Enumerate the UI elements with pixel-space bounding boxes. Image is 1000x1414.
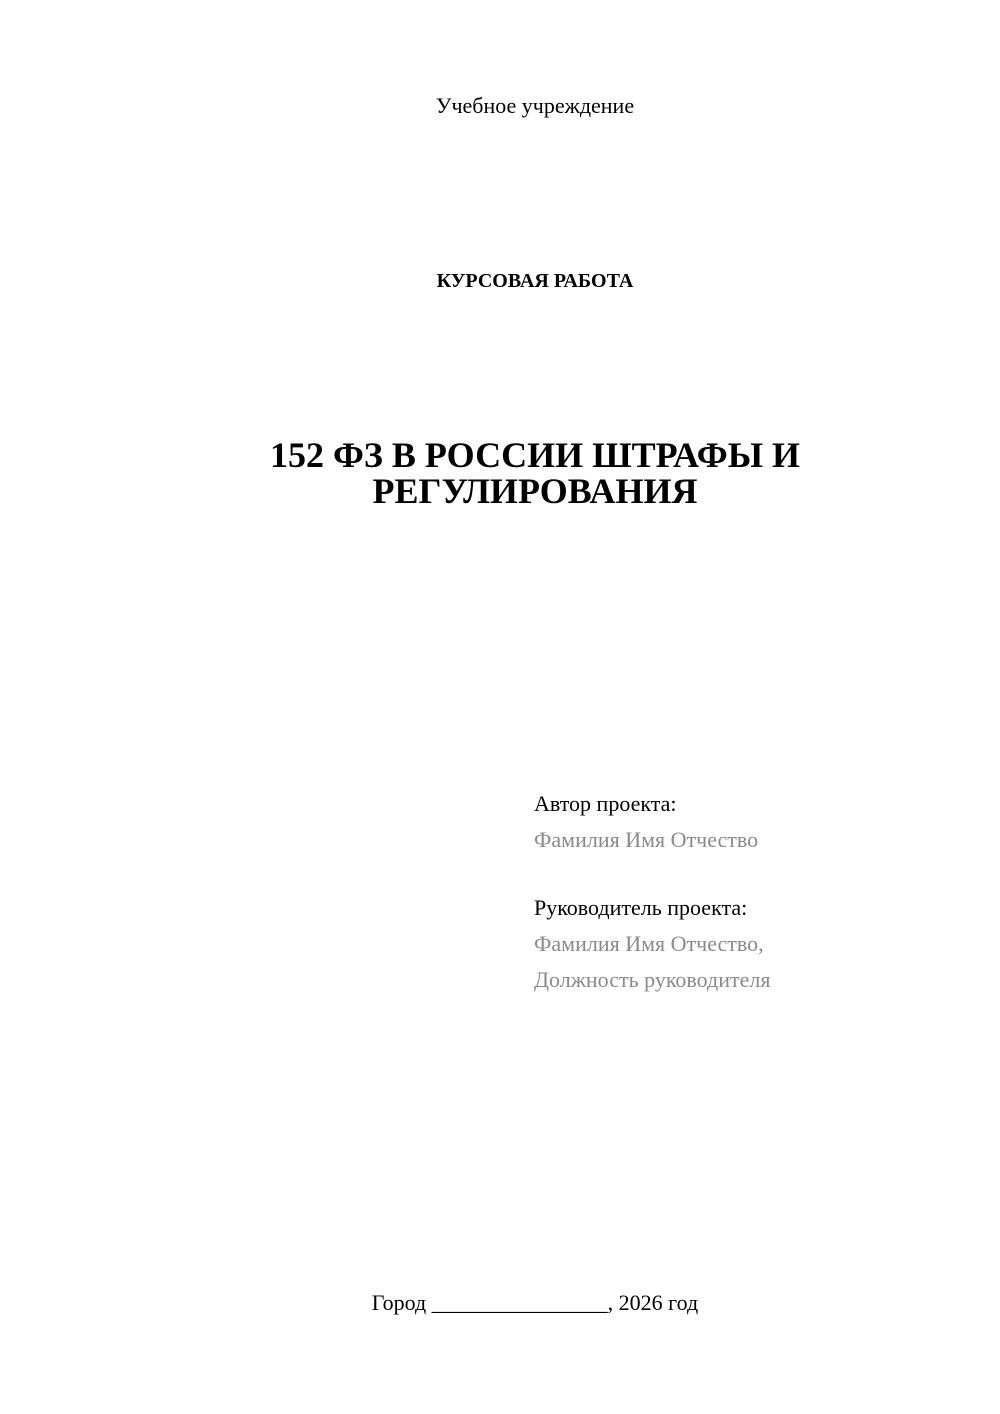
author-label: Автор проекта:	[534, 791, 677, 816]
institution-name: Учебное учреждение	[435, 93, 635, 118]
author-name: Фамилия Имя Отчество	[534, 827, 759, 852]
title-line-2: РЕГУЛИРОВАНИЯ	[372, 471, 698, 511]
document-title	[70, 437, 1000, 509]
supervisor-position: Должность руководителя	[534, 967, 771, 992]
document-type: КУРСОВАЯ РАБОТА	[436, 270, 634, 292]
supervisor-block	[534, 890, 770, 998]
title-line-1: 152 ФЗ В РОССИИ ШТРАФЫ И	[269, 435, 801, 475]
supervisor-name: Фамилия Имя Отчество,	[534, 931, 764, 956]
city-year-footer: Город ________________, 2026 год	[371, 1290, 699, 1315]
supervisor-label: Руководитель проекта:	[534, 895, 748, 920]
author-block	[534, 786, 758, 858]
